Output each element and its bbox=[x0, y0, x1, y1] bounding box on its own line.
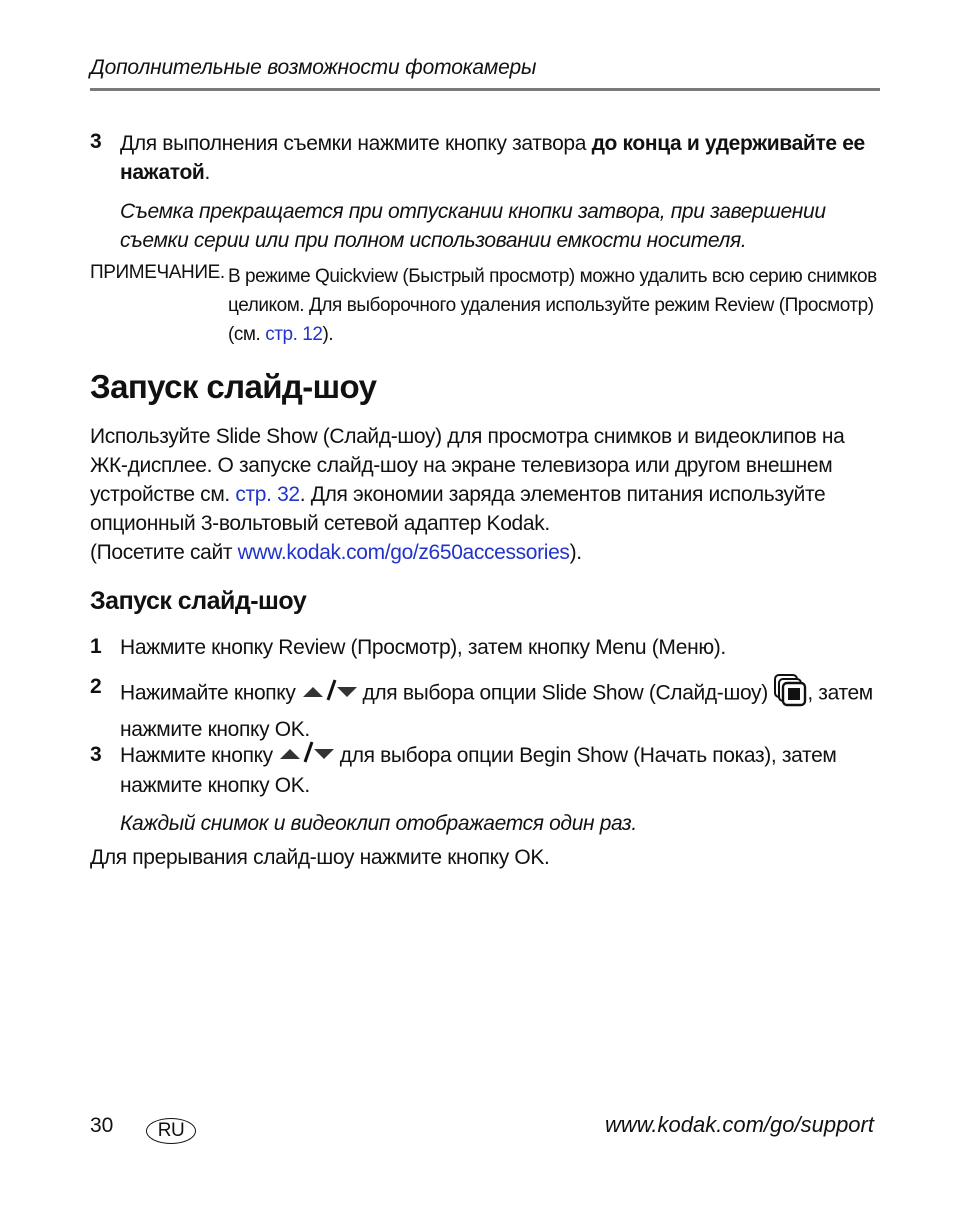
language-badge: RU bbox=[146, 1118, 196, 1144]
up-down-arrow-icon bbox=[278, 741, 334, 771]
step-1-text: Нажмите кнопку Review (Просмотр), затем кнопку Menu (Меню). bbox=[120, 636, 726, 659]
step-burst-note: Съемка прекращается при отпускании кнопки затвора, при завершении съемки серии или при полном использовании емкости носителя. bbox=[120, 200, 826, 252]
support-url[interactable]: www.kodak.com/go/support bbox=[604, 1112, 874, 1137]
closing-text: Для прерывания слайд-шоу нажмите кнопку OK. bbox=[90, 846, 550, 869]
subsection-title: Запуск слайд-шоу bbox=[90, 587, 307, 615]
note-label: ПРИМЕЧАНИЕ. bbox=[90, 262, 225, 283]
header-divider bbox=[90, 88, 880, 91]
step-number: 1 bbox=[90, 635, 102, 658]
step-2-text: Нажимайте кнопку для выбора опции Slide Show (Слайд-шоу) , затем нажмите кнопку OK. bbox=[120, 673, 880, 744]
accessories-link[interactable]: www.kodak.com/go/z650accessories bbox=[237, 541, 570, 564]
step-number: 3 bbox=[90, 130, 102, 153]
slide-show-icon bbox=[773, 673, 807, 715]
step-3-text: Нажмите кнопку для выбора опции Begin Show (Начать показ), затем нажмите кнопку OK. bbox=[120, 741, 880, 800]
step-burst-text: Для выполнения съемки нажмите кнопку затвора до конца и удерживайте ее нажатой. bbox=[120, 132, 865, 184]
page-link[interactable]: стр. 12 bbox=[265, 324, 323, 345]
page-number: 30 bbox=[90, 1114, 114, 1137]
section-title: Запуск слайд-шоу bbox=[90, 368, 377, 405]
emphasis-text: нажатой bbox=[120, 161, 205, 184]
up-down-arrow-icon bbox=[301, 679, 357, 709]
step-number: 2 bbox=[90, 675, 102, 698]
note-text: В режиме Quickview (Быстрый просмотр) можно удалить всю серию снимков целиком. Для выборочного удаления используйте режим Review (Просмотр) (см. стр. 12). bbox=[228, 266, 877, 345]
section-intro: Используйте Slide Show (Слайд-шоу) для просмотра снимков и видеоклипов на ЖК-дисплее. О запуске слайд-шоу на экране телевизора или другом внешнем устройстве см. стр. 32. Для экономии заряда элементов питания используйте опционный 3-вольтовый сетевой адаптер Kodak. (Посетите сайт www.kodak.com/go/z650accessories). bbox=[90, 425, 845, 564]
chapter-title: Дополнительные возможности фотокамеры bbox=[90, 56, 537, 79]
result-note: Каждый снимок и видеоклип отображается один раз. bbox=[120, 812, 637, 835]
step-number: 3 bbox=[90, 743, 102, 766]
emphasis-text: до конца и удерживайте ее bbox=[591, 132, 865, 155]
page-link[interactable]: стр. 32 bbox=[235, 483, 300, 506]
